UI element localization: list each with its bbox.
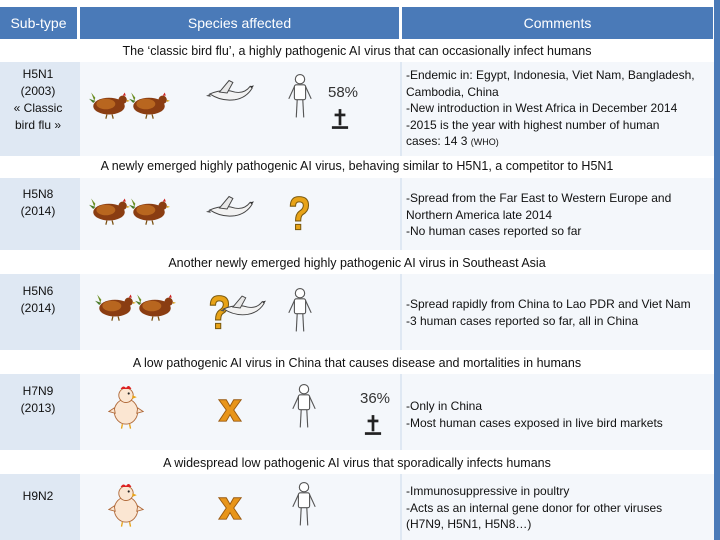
human-figure-icon [286,286,314,334]
band-h7n9: A low pathogenic AI virus in China that causes disease and mortalities in humans [0,353,714,373]
subtype-year: (2014) [20,301,56,315]
comment-line: -2015 is the year with highest number of human [406,117,660,132]
x-mark-icon [216,396,244,424]
chicken-icon [94,290,136,322]
subtype-h7n9 [0,383,76,417]
comments-h5n8 [406,190,710,240]
subtype-year: (2013) [20,401,56,415]
chicken-icon [88,194,130,226]
comment-line: -Immunosuppressive in poultry [406,484,570,498]
comment-line: -Endemic in: Egypt, Indonesia, Viet Nam, Bangladesh, [406,68,695,82]
chicken-icon [128,88,170,120]
subtype-year: (2003) [20,84,56,98]
comment-line: -Most human cases exposed in live bird markets [406,415,663,430]
subtype-h9n2 [0,488,76,505]
wild-duck-icon [206,78,254,108]
comments-h5n6 [406,296,710,329]
subtype-alias: « Classic [13,101,63,115]
subtype-year: (2014) [20,204,56,218]
right-edge-bar [714,0,720,540]
comment-line: (H7N9, H5N1, H5N8…) [406,517,532,531]
subtype-h5n1 [0,66,76,134]
comments-h5n1 [406,67,710,151]
comment-line: -Spread from the Far East to Western Europe and [406,191,672,205]
subtype-h5n6 [0,283,76,317]
subtype-name: H5N8 [22,187,54,201]
header-subtype: Sub-type [0,7,78,39]
comment-line: -3 human cases reported so far, all in China [406,313,639,328]
subtype-name: H5N6 [22,284,54,298]
band-h5n8: A newly emerged highly pathogenic AI virus, behaving similar to H5N1, a competitor to H5N1 [0,156,714,176]
subtype-alias: bird flu » [14,118,62,132]
x-mark-icon [216,494,244,522]
subtype-name: H9N2 [22,489,54,503]
question-mark-icon [286,190,312,238]
mortality-rate: 36% [360,390,391,407]
wild-duck-icon [220,294,266,322]
comment-line: -No human cases reported so far [406,224,582,238]
subtype-name: H5N1 [22,67,54,81]
chicken-icon [88,88,130,120]
band-h5n6: Another newly emerged highly pathogenic AI virus in Southeast Asia [0,253,714,273]
human-figure-icon [290,480,318,528]
comment-line: Northern America late 2014 [406,207,553,222]
comments-h9n2 [406,483,710,533]
header-comments: Comments [402,7,714,39]
chicken-icon [134,290,176,322]
grave-cross-icon [364,412,382,438]
mortality-rate: 58% [328,84,359,101]
comment-line: Cambodia, China [406,84,499,99]
comment-line: -Spread rapidly from China to Lao PDR and Viet Nam [406,297,691,311]
comment-source-note: (WHO) [470,137,499,147]
grave-cross-icon [331,106,349,132]
hen-icon [108,384,144,430]
hen-icon [108,482,144,528]
wild-duck-icon [206,194,254,224]
subtype-name: H7N9 [22,384,54,398]
comment-line: -Only in China [406,399,483,413]
human-figure-icon [286,72,314,120]
comment-line: -New introduction in West Africa in December 2014 [406,101,678,115]
comment-line: -Acts as an internal gene donor for other viruses [406,500,663,515]
comment-line: cases: 14 3 [406,134,468,148]
human-figure-icon [290,382,318,430]
comments-h7n9 [406,398,710,431]
chicken-icon [128,194,170,226]
header-species: Species affected [80,7,400,39]
band-h9n2: A widespread low pathogenic AI virus that sporadically infects humans [0,453,714,473]
subtype-h5n8 [0,186,76,220]
band-h5n1: The ‘classic bird flu’, a highly pathogenic AI virus that can occasionally infect humans [0,41,714,61]
